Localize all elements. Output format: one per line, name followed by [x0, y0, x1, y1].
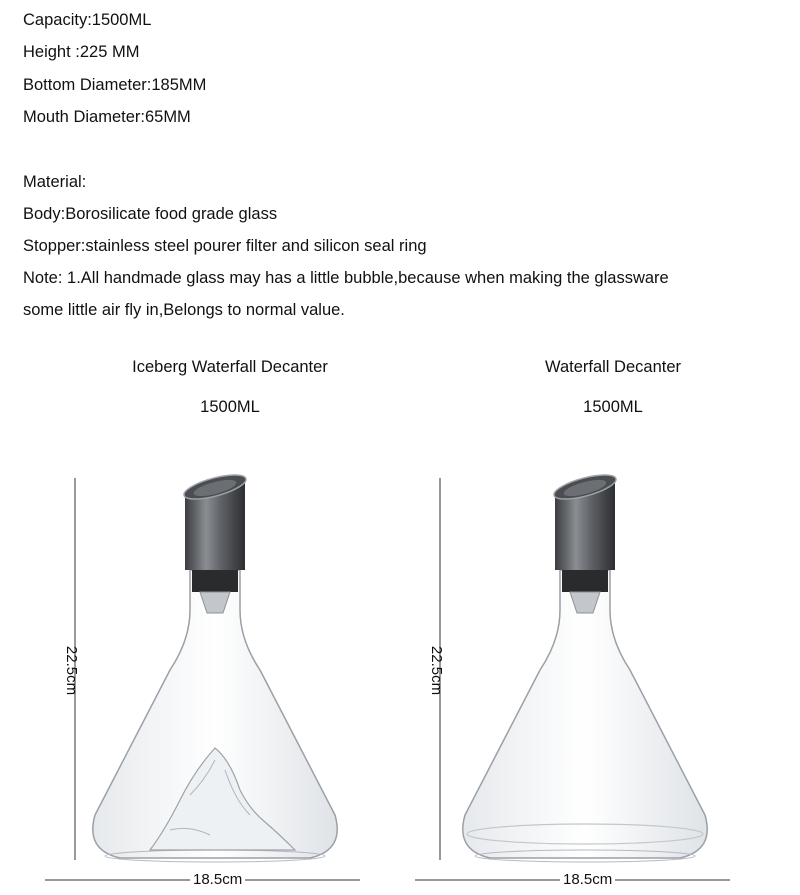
spec-stopper-material: Stopper:stainless steel pourer filter and silicon seal ring [23, 237, 427, 255]
product-2-figure [410, 430, 750, 895]
product-2-capacity: 1500ML [583, 398, 643, 416]
product-2-name: Waterfall Decanter [544, 358, 682, 376]
seal-ring [192, 570, 238, 592]
product-2-height-label: 22.5cm [428, 645, 446, 696]
spec-mouth-diameter: Mouth Diameter:65MM [23, 108, 191, 126]
note-line-1: Note: 1.All handmade glass may has a little bubble,because when making the glassware [23, 269, 669, 287]
product-1-capacity: 1500ML [200, 398, 260, 416]
waterfall-decanter-illustration [410, 430, 750, 895]
spec-body-material: Body:Borosilicate food grade glass [23, 205, 278, 223]
iceberg-decanter-illustration [40, 430, 380, 895]
product-1-figure [40, 430, 380, 895]
product-1-width-label: 18.5cm [190, 871, 245, 888]
product-1-height-label: 22.5cm [63, 645, 81, 696]
product-1-name: Iceberg Waterfall Decanter [132, 358, 328, 376]
spec-bottom-diameter: Bottom Diameter:185MM [23, 76, 207, 94]
spec-height: Height :225 MM [23, 43, 140, 61]
spec-capacity: Capacity:1500ML [23, 11, 152, 29]
product-2-width-label: 18.5cm [560, 871, 615, 888]
material-heading: Material: [23, 173, 87, 191]
seal-ring [562, 570, 608, 592]
note-line-2: some little air fly in,Belongs to normal value. [23, 301, 345, 319]
